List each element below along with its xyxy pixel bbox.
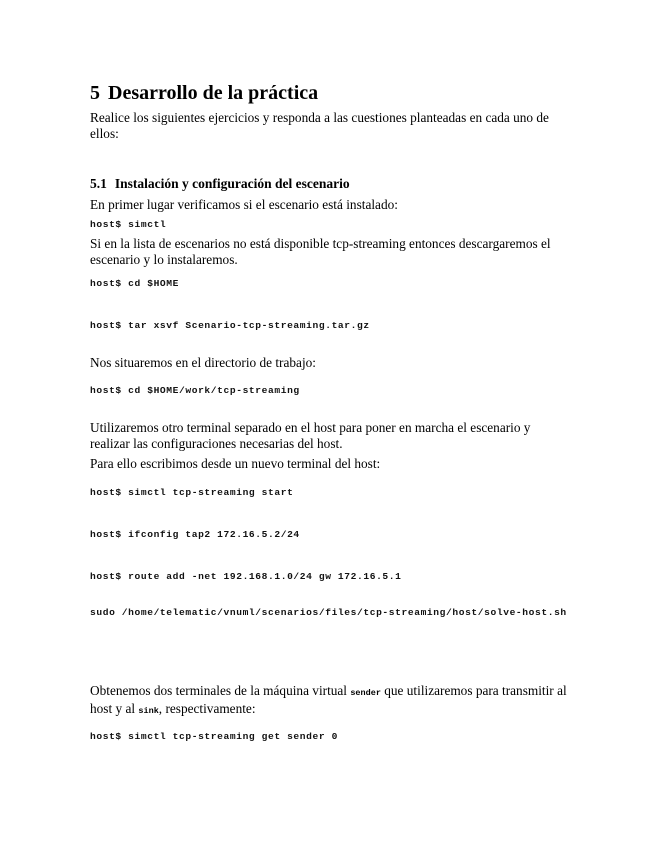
section-title: Desarrollo de la práctica (108, 82, 319, 104)
paragraph-new-terminal: Para ello escribimos desde un nuevo terminal del host: (90, 456, 381, 471)
inline-code-sender: sender (350, 688, 381, 698)
command-ifconfig: host$ ifconfig tap2 172.16.5.2/24 (90, 529, 300, 540)
command-simctl: host$ simctl (90, 219, 167, 230)
paragraph-workdir: Nos situaremos en el directorio de trabajo: (90, 355, 316, 370)
section-heading (90, 82, 318, 105)
section-intro: Realice los siguientes ejercicios y responda a las cuestiones planteadas en cada uno de ellos: (90, 110, 549, 141)
paragraph-verify: En primer lugar verificamos si el escenario está instalado: (90, 197, 398, 212)
subsection-number: 5.1 (90, 176, 107, 191)
paragraph-sender-text-a: Obtenemos dos terminales de la máquina virtual (90, 683, 351, 698)
subsection-heading (90, 176, 350, 192)
paragraph-sender-text-c: , respectivamente: (158, 701, 256, 716)
paragraph-sender-text-b: que utilizaremos para transmitir al host y al (90, 683, 567, 716)
command-cd-home: host$ cd $HOME (90, 278, 180, 289)
section-number: 5 (90, 82, 100, 104)
command-start: host$ simctl tcp-streaming start (90, 487, 294, 498)
paragraph-terminal: Utilizaremos otro terminal separado en el host para poner en marcha el escenario y realizar las configuraciones necesarias del host. (90, 420, 531, 451)
command-get-sender: host$ simctl tcp-streaming get sender 0 (90, 731, 338, 742)
paragraph-sender (90, 683, 570, 719)
command-tar: host$ tar xsvf Scenario-tcp-streaming.tar.gz (90, 320, 370, 331)
inline-code-sink: sink (138, 706, 159, 716)
command-sudo: sudo /home/telematic/vnuml/scenarios/files/tcp-streaming/host/solve-host.sh (90, 607, 567, 618)
paragraph-download: Si en la lista de escenarios no está disponible tcp-streaming entonces descargaremos el escenario y lo instalaremos. (90, 236, 551, 267)
subsection-title: Instalación y configuración del escenario (114, 176, 350, 191)
command-cd-work: host$ cd $HOME/work/tcp-streaming (90, 385, 300, 396)
command-route: host$ route add -net 192.168.1.0/24 gw 172.16.5.1 (90, 571, 402, 582)
